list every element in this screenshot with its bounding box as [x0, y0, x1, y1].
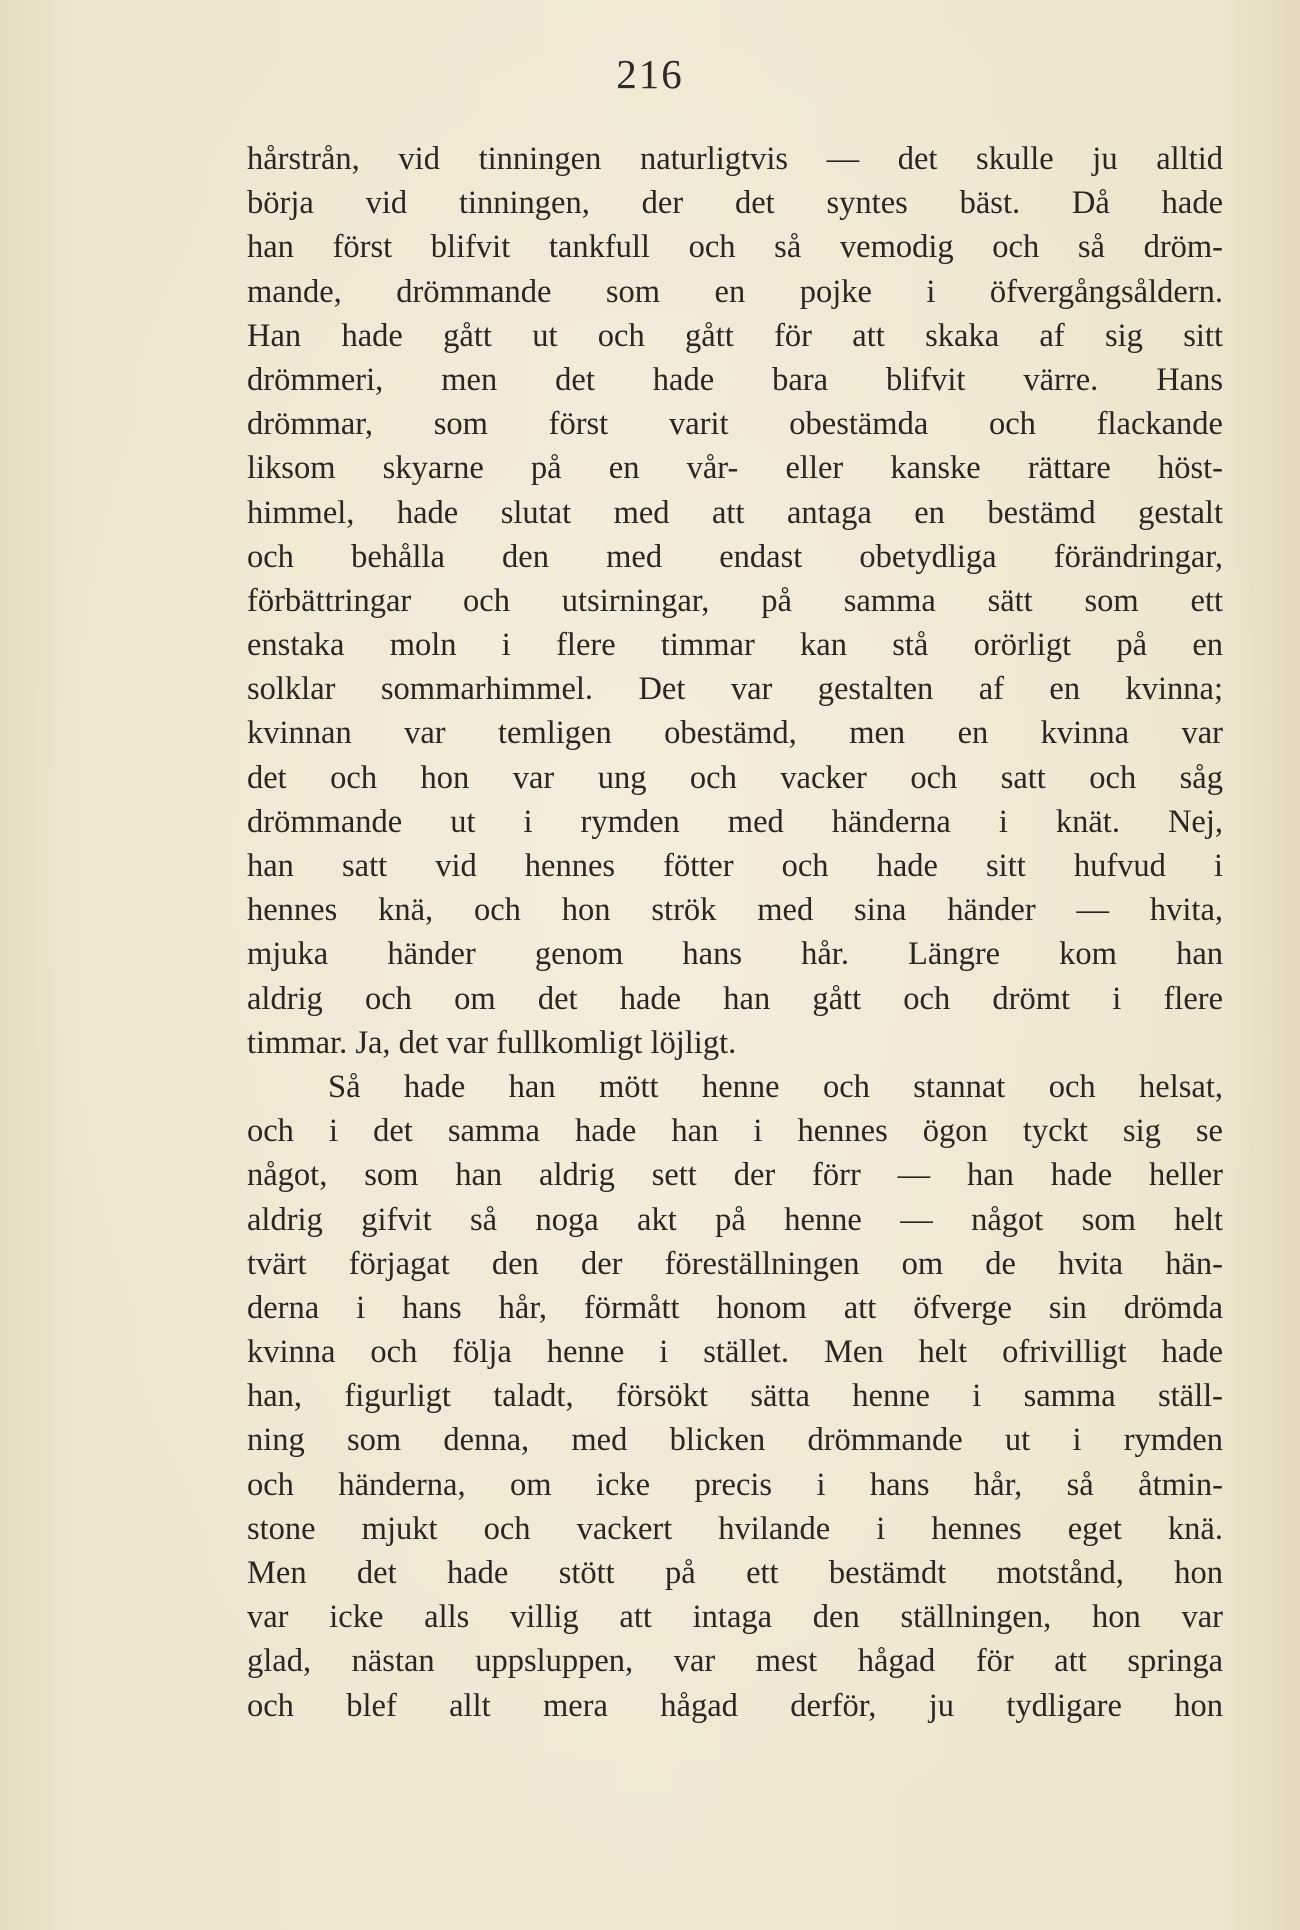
- text-line: Han hade gått ut och gått för att skaka af sig sitt: [247, 317, 1223, 354]
- text-line: han först blifvit tankfull och så vemodig och så dröm-: [247, 229, 1223, 266]
- text-line: något, som han aldrig sett der förr — han hade heller: [247, 1157, 1223, 1194]
- text-line: solklar sommarhimmel. Det var gestalten af en kvinna;: [247, 671, 1223, 708]
- text-line: kvinna och följa henne i stället. Men helt ofrivilligt hade: [247, 1334, 1223, 1371]
- text-line: timmar. Ja, det var fullkomligt löjligt.: [247, 1024, 737, 1061]
- text-line: och i det samma hade han i hennes ögon tyckt sig se: [247, 1113, 1223, 1150]
- text-line: himmel, hade slutat med att antaga en bestämd gestalt: [247, 494, 1223, 531]
- text-line: tvärt förjagat den der föreställningen om de hvita hän-: [247, 1245, 1223, 1282]
- text-line: och blef allt mera hågad derför, ju tydligare hon: [247, 1687, 1223, 1724]
- page-number: 216: [616, 51, 684, 97]
- text-line: mande, drömmande som en pojke i öfvergångsåldern.: [247, 273, 1223, 310]
- text-line: förbättringar och utsirningar, på samma sätt som ett: [247, 582, 1223, 619]
- text-line: och behålla den med endast obetydliga förändringar,: [247, 538, 1223, 575]
- text-line: Så hade han mött henne och stannat och helsat,: [328, 1068, 1223, 1105]
- text-line: och händerna, om icke precis i hans hår, så åtmin-: [247, 1466, 1223, 1503]
- text-line: det och hon var ung och vacker och satt och såg: [247, 759, 1223, 796]
- text-line: Men det hade stött på ett bestämdt motstånd, hon: [247, 1555, 1223, 1591]
- text-line: derna i hans hår, förmått honom att öfverge sin drömda: [247, 1289, 1223, 1326]
- text-line: stone mjukt och vackert hvilande i hennes eget knä.: [247, 1510, 1223, 1547]
- text-line: kvinnan var temligen obestämd, men en kvinna var: [247, 715, 1223, 752]
- text-line: drömmar, som först varit obestämda och flackande: [247, 406, 1223, 443]
- text-line: hårstrån, vid tinningen naturligtvis — det skulle ju alltid: [247, 141, 1223, 177]
- text-line: mjuka händer genom hans hår. Längre kom han: [247, 936, 1223, 973]
- text-line: glad, nästan uppsluppen, var mest hågad för att springa: [247, 1643, 1223, 1680]
- text-line: drömmeri, men det hade bara blifvit värre. Hans: [247, 361, 1223, 398]
- text-line: han, figurligt taladt, försökt sätta henne i samma ställ-: [247, 1378, 1223, 1415]
- text-line: hennes knä, och hon strök med sina händer — hvita,: [247, 892, 1223, 929]
- text-line: han satt vid hennes fötter och hade sitt hufvud i: [247, 848, 1223, 884]
- text-line: var icke alls villig att intaga den ställningen, hon var: [247, 1599, 1223, 1636]
- text-line: drömmande ut i rymden med händerna i knät. Nej,: [247, 803, 1223, 840]
- body-text: [247, 137, 1223, 1728]
- text-line: enstaka moln i flere timmar kan stå orörligt på en: [247, 627, 1223, 664]
- text-line: aldrig och om det hade han gått och drömt i flere: [247, 980, 1223, 1017]
- text-line: liksom skyarne på en vår- eller kanske rättare höst-: [247, 450, 1223, 487]
- text-line: aldrig gifvit så noga akt på henne — något som helt: [247, 1201, 1223, 1238]
- text-line: ning som denna, med blicken drömmande ut i rymden: [247, 1422, 1223, 1459]
- text-line: börja vid tinningen, der det syntes bäst. Då hade: [247, 185, 1223, 222]
